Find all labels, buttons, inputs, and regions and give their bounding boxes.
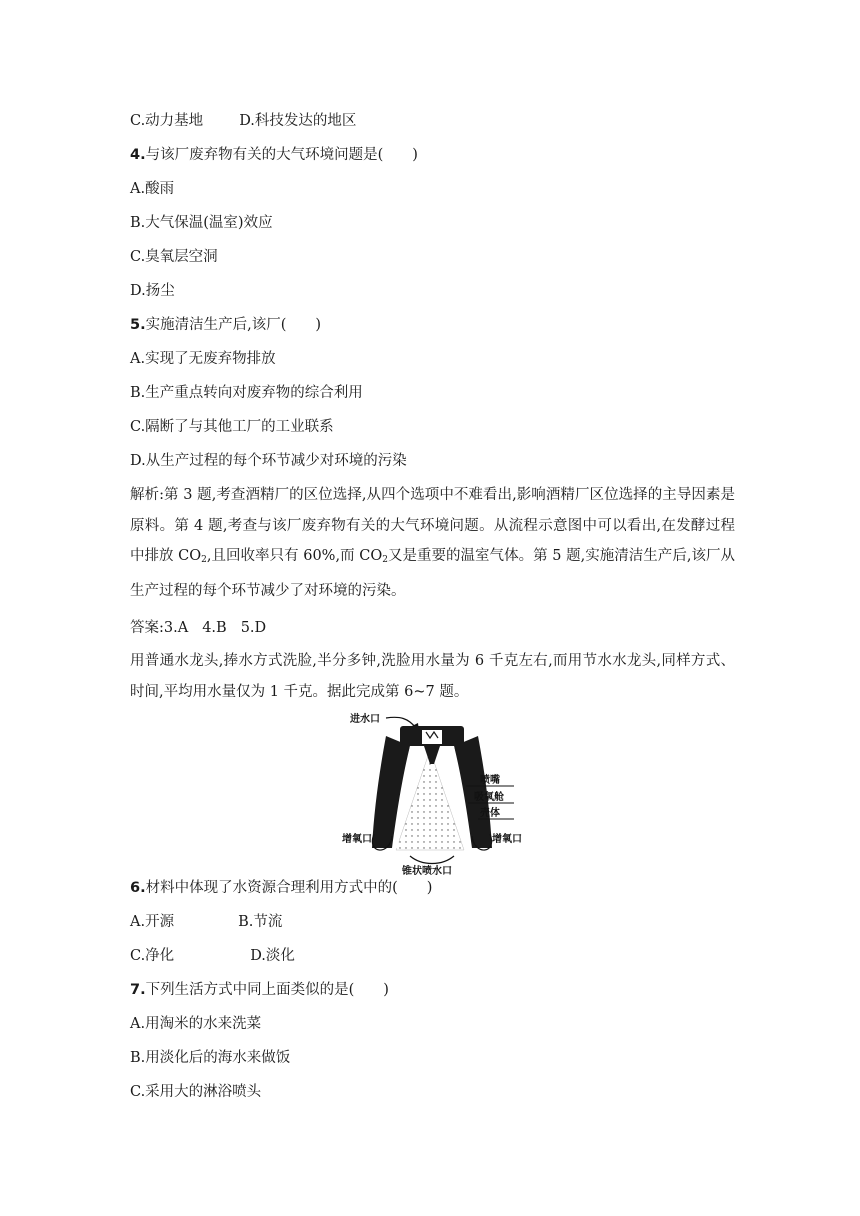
q5-stem: [130, 315, 321, 335]
q6-number: 6.: [130, 880, 146, 896]
analysis-text-2: ,且回收率只有 60%,而 CO: [206, 548, 383, 564]
q4-option-c: C.臭氧层空洞: [130, 249, 218, 265]
q6-option-b: B.节流: [238, 914, 283, 930]
q7-stem: [130, 980, 389, 1000]
label-shell: 壳体: [480, 808, 500, 819]
q4-number: 4.: [130, 147, 146, 163]
analysis-text-1: 解析:第 3 题,考查酒精厂的区位选择,从四个选项中不难看出,影响酒精厂区位选择的主导因素是原料。第 4 题,考查与该厂废弃物有关的大气环境问题。从流程示意图中可以看出,在发酵过程中排放 CO: [130, 487, 735, 564]
label-inlet: 进水口: [350, 714, 380, 725]
q6-stem: [130, 878, 432, 898]
faucet-diagram: [338, 708, 528, 878]
answer-3: 3.A: [163, 620, 189, 636]
label-oxygen-right: 增氧口: [492, 834, 522, 845]
q5-option-c: C.隔断了与其他工厂的工业联系: [130, 419, 334, 435]
cone-outlet-curve: [410, 856, 454, 864]
answer-row: [130, 618, 266, 638]
co2-subscript-1: 2: [201, 555, 207, 565]
q4-option-b: B.大气保温(温室)效应: [130, 215, 273, 231]
analysis-paragraph: [130, 480, 735, 606]
q6-option-c: C.净化: [130, 948, 175, 964]
q7-option-c: C.采用大的淋浴喷头: [130, 1084, 262, 1100]
q5-option-d: D.从生产过程的每个环节减少对环境的污染: [130, 453, 407, 469]
q4-stem: [130, 145, 418, 165]
material-paragraph: 用普通水龙头,捧水方式洗脸,半分多钟,洗脸用水量为 6 千克左右,而用节水水龙头,同样方式、时间,平均用水量仅为 1 千克。据此完成第 6~7 题。: [130, 653, 735, 700]
label-nozzle: 喷嘴: [480, 775, 500, 786]
co2-subscript-2: 2: [382, 555, 388, 565]
q3-option-c: C.动力基地: [130, 113, 204, 129]
q5-number: 5.: [130, 317, 146, 333]
answer-5: 5.D: [240, 620, 267, 636]
q6-stem-text: 材料中体现了水资源合理利用方式中的( ): [145, 880, 433, 896]
q4-option-d: D.扬尘: [130, 283, 175, 299]
label-suction: 吸氧舱: [474, 792, 504, 803]
q7-option-a: A.用淘米的水来洗菜: [130, 1016, 262, 1032]
q5-option-b: B.生产重点转向对废弃物的综合利用: [130, 385, 363, 401]
q5-stem-text: 实施清洁生产后,该厂( ): [145, 317, 322, 333]
q6-option-a: A.开源: [130, 914, 175, 930]
q4-option-a: A.酸雨: [130, 181, 175, 197]
q7-option-b: B.用淡化后的海水来做饭: [130, 1050, 291, 1066]
q7-stem-text: 下列生活方式中同上面类似的是( ): [145, 982, 389, 998]
answer-label: 答案:: [130, 620, 164, 636]
q3-options-row: [130, 111, 356, 131]
answer-4: 4.B: [202, 620, 227, 636]
q5-option-a: A.实现了无废弃物排放: [130, 351, 276, 367]
label-cone-outlet: 锥状喷水口: [402, 866, 452, 877]
q7-number: 7.: [130, 982, 146, 998]
analysis-text-3: 又是重要的温室气体。第 5 题,实施清洁生产后,该厂从生产过程的每个环节减少了对环境的污染。: [130, 548, 735, 599]
q6-options-ab: [130, 912, 282, 932]
q6-option-d: D.淡化: [250, 948, 295, 964]
q3-option-d: D.科技发达的地区: [239, 113, 357, 129]
q4-stem-text: 与该厂废弃物有关的大气环境问题是( ): [145, 147, 418, 163]
label-oxygen-left: 增氧口: [342, 834, 372, 845]
inlet-opening: [422, 730, 442, 744]
q6-options-cd: [130, 946, 295, 966]
